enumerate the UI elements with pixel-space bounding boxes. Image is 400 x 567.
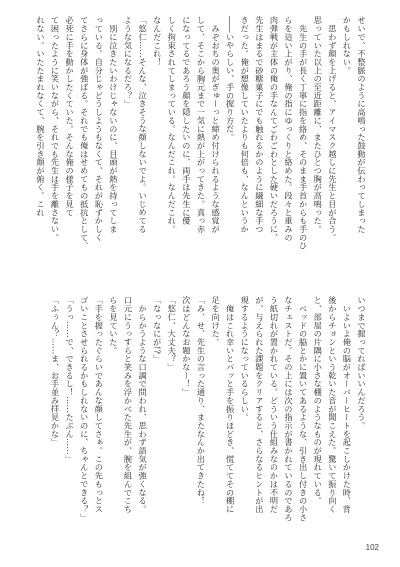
upper-text-line: ような気になるだろ？」: [123, 16, 134, 108]
lower-text-line: 口元にうっすらと笑みを浮かべた先生が、腕を組んでこち: [123, 296, 134, 514]
upper-text-line: して、そこから胸元まで一気に熱が上がってきた。真っ赤: [196, 16, 207, 234]
upper-text-line: 思っていた以上の至近距離に、またひとつ胸が高鳴った。: [313, 16, 324, 234]
upper-text-line: 「悠仁……そんな、泣きそうな顔しないでよ。いじめてる: [138, 16, 149, 234]
lower-text-block: [46, 296, 369, 531]
upper-text-line: になってるであろう顔を隠したいのに、両手は先生に優: [181, 16, 192, 225]
upper-text-line: きだった。俺が想像していたよりも何倍も、なんというか: [240, 16, 251, 234]
upper-text-line: しく拘束されてしまっている。なんだこれ。なんだこれ。: [167, 16, 178, 234]
upper-text-line: せいで、不整脈のように高鳴った鼓動が伝わってしまった: [357, 16, 367, 234]
upper-text-line: っている。自分じゃどうしようもなくて、それが恥ずかしく: [94, 16, 105, 242]
upper-text-line: れない。いたたまれなくて、腕を引き顔が俯く。これ: [35, 16, 46, 217]
upper-text-block: [35, 16, 369, 277]
lower-text-line: なチェストだ。その上には次の指示が書かれているのであろ: [284, 296, 295, 522]
lower-text-line: が、与えられた課題をクリアすると、さらなるヒントが出: [254, 296, 265, 514]
page-number: 102: [365, 543, 379, 552]
lower-text-line: 現するようになっているらしい。: [240, 296, 251, 422]
upper-text-line: らを這い上がり、俺の指にゆっくりと絡めた。段々と重みの: [284, 16, 295, 242]
lower-text-line: 足を向けた。: [211, 296, 222, 347]
upper-text-line: 肉弾戦が主体の俺の手なんてごわごわとした硬いだろうに、: [269, 16, 280, 242]
lower-text-line: 次はどんなお題かなー！」: [181, 296, 192, 397]
upper-text-line: 別に泣きたいわけじゃないのに、目頭が熱を持ってしま: [108, 16, 119, 234]
lower-text-line: いよいよ俺の脳がオーバーヒートを起こしかけた時、背: [342, 296, 353, 514]
lower-text-line: からかうような口調で問われ、思わず語気が強くなる。: [138, 296, 149, 514]
lower-text-line: ベッドの脇とかに置いてあるような、引き出し付きの小さ: [298, 296, 309, 522]
upper-text-line: 必死に手を動かしたくていた。そんな俺の様子を見て: [65, 16, 76, 217]
lower-text-line: と、部屋の片隅に小さな棚のようなものが現れている。: [313, 296, 324, 505]
lower-text-line: 「み、せ、先生の言った通り、またなんか出てきたね！: [196, 296, 207, 505]
lower-text-line: 「うっ……で、できるし！……たぶん……」: [65, 296, 76, 463]
lower-text-line: 後からチョンという乾いた音が聞こえた。驚いて振り向く: [327, 296, 338, 514]
upper-text-line: 先生はまるで砂糖菓子にでも触れるかのように繊細な手つ: [254, 16, 265, 234]
lower-text-line: 俺はこれ幸いとパッと手を振りほどき、慌ててその棚に: [225, 296, 236, 514]
lower-text-line: ゴいことさせられるかもしれないのに、ちゃんとできる？」: [79, 296, 90, 522]
upper-text-line: ――いやらしい、手の握り方だ。: [225, 16, 236, 142]
lower-text-line: 「なっなにが!?」: [152, 296, 163, 363]
upper-text-line: 思わず顔を上げると、アイマスク越しに先生と目が合う。: [327, 16, 338, 242]
upper-text-line: 先生の手が長く丁寧に指を絡め、そのまま手首からも手のひ: [298, 16, 309, 250]
upper-text-line: みぞおちの奥がぎゅーっと締め付けられるような感覚が: [211, 16, 222, 234]
upper-text-line: かもしれない。: [342, 16, 353, 75]
lower-text-line: 「手を握ったぐらいであんな顔してさぁ。この先もっとス: [94, 296, 105, 514]
upper-text-line: て困ったように笑いながら、それでも先生は手を離さない。: [50, 16, 61, 242]
lower-text-line: う紙切れが置かれている。どういう仕組みなのかは不明だ: [269, 296, 280, 514]
lower-text-line: 「悠仁、大丈夫？」: [167, 296, 178, 372]
lower-text-line: いつまで握ってればいいんだろう。: [357, 296, 367, 430]
lower-text-line: 「ふぅん？……ま、お手並み拝見かな」: [50, 296, 61, 447]
upper-text-line: なんだこれ！: [152, 16, 163, 67]
lower-text-line: らを見ていた。: [108, 296, 119, 355]
upper-text-line: てさらに身体が強ばる。それでも俺はせめてもの抵抗として、: [79, 16, 90, 250]
